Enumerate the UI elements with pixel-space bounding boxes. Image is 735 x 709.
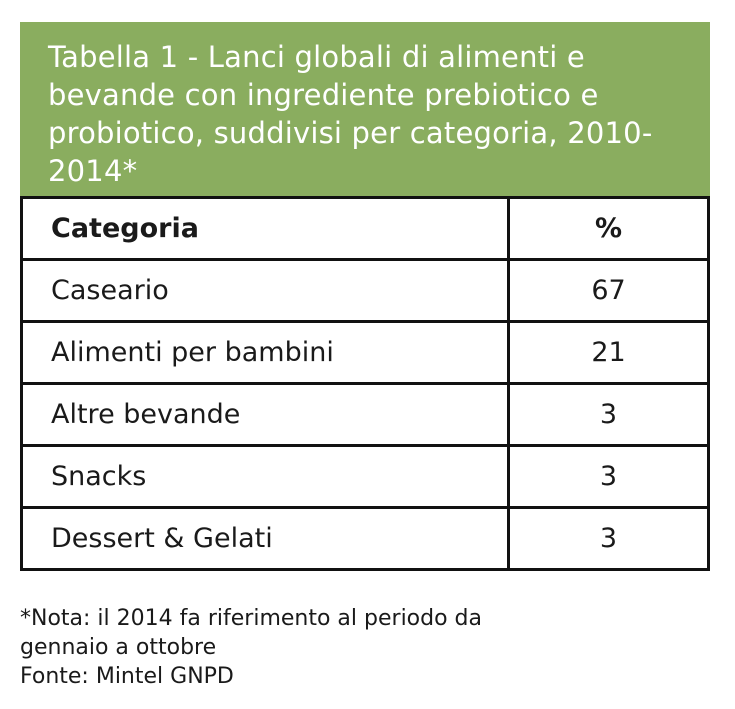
table-title-banner bbox=[20, 22, 710, 196]
data-table bbox=[20, 196, 710, 571]
table-row bbox=[22, 384, 709, 446]
footnote-text: *Nota: il 2014 fa riferimento al periodo da bbox=[20, 606, 482, 631]
table-cell-category: Snacks bbox=[22, 446, 509, 508]
footnote-text-continued: gennaio a ottobre bbox=[20, 635, 217, 660]
table-cell-percent: 67 bbox=[509, 260, 709, 322]
table-cell-percent: 3 bbox=[509, 384, 709, 446]
table-cell-category: Caseario bbox=[22, 260, 509, 322]
table-row bbox=[22, 260, 709, 322]
table-row bbox=[22, 446, 709, 508]
table-row bbox=[22, 508, 709, 570]
table-cell-category: Altre bevande bbox=[22, 384, 509, 446]
footnote-block bbox=[20, 604, 710, 691]
table-row bbox=[22, 322, 709, 384]
table-cell-percent: 21 bbox=[509, 322, 709, 384]
table-title: Tabella 1 - Lanci globali di alimenti e bevande con ingrediente prebiotico e probiotico, suddivisi per categoria, 2010-2014* bbox=[48, 40, 653, 188]
table-cell-category: Alimenti per bambini bbox=[22, 322, 509, 384]
table-cell-percent: 3 bbox=[509, 508, 709, 570]
column-header-percent: % bbox=[509, 198, 709, 260]
source-text: Fonte: Mintel GNPD bbox=[20, 664, 234, 689]
table-header-row bbox=[22, 198, 709, 260]
table-cell-category: Dessert & Gelati bbox=[22, 508, 509, 570]
table-cell-percent: 3 bbox=[509, 446, 709, 508]
column-header-categoria: Categoria bbox=[22, 198, 509, 260]
